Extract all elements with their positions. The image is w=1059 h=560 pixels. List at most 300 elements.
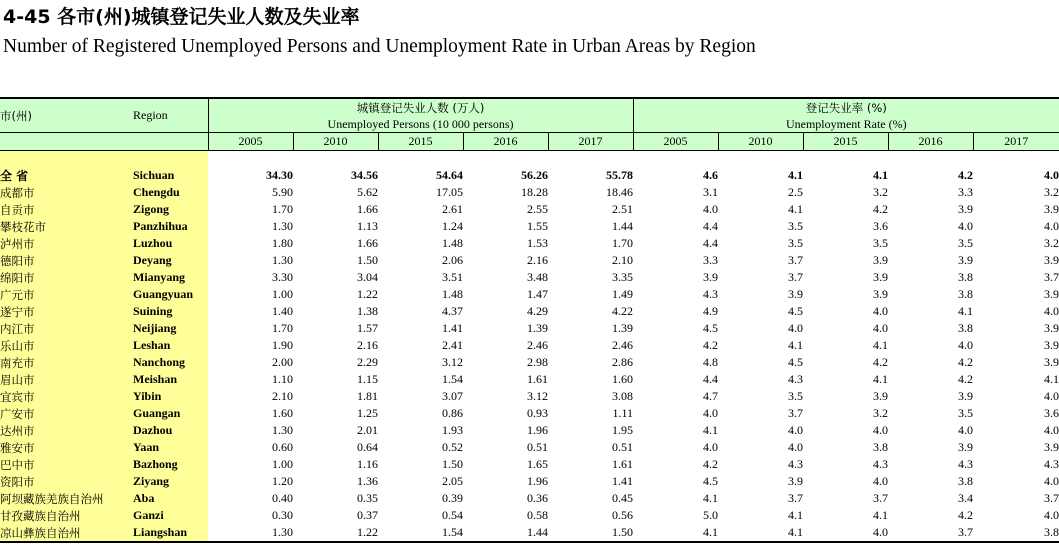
region-name-english: Suining [133, 303, 208, 320]
unemployment-rate-cell: 4.2 [958, 168, 974, 182]
unemployed-persons-cell: 1.40 [272, 304, 293, 318]
region-name-chinese: 南充市 [0, 354, 133, 371]
unemployment-rate-cell: 3.5 [958, 406, 974, 420]
unemployed-persons-cell: 3.35 [612, 270, 634, 284]
unemployed-persons-cell: 17.05 [436, 185, 463, 199]
unemployed-persons-cell: 1.41 [442, 321, 463, 335]
region-name-chinese: 泸州市 [0, 235, 133, 252]
unemployment-rate-cell: 4.0 [958, 219, 974, 233]
unemployment-rate-cell: 3.7 [1044, 270, 1059, 284]
unemployed-persons-cell: 3.30 [272, 270, 293, 284]
table-header [0, 98, 1059, 151]
unemployed-persons-cell: 0.54 [442, 508, 463, 522]
region-name-english: Yaan [133, 439, 208, 456]
unemployed-persons-cell: 1.57 [357, 321, 378, 335]
region-name-chinese: 宜宾市 [0, 388, 133, 405]
unemployment-rate-cell: 3.9 [873, 253, 889, 267]
unemployment-rate-cell: 4.6 [703, 168, 719, 182]
unemployment-rate-cell: 4.3 [703, 287, 719, 301]
table-row [0, 490, 1059, 507]
unemployment-rate-cell: 3.7 [788, 253, 804, 267]
unemployed-persons-cell: 0.45 [612, 491, 634, 505]
region-name-chinese: 阿坝藏族羌族自治州 [0, 490, 133, 507]
unemployed-persons-cell: 1.48 [442, 236, 463, 250]
unemployment-rate-cell: 4.3 [958, 457, 974, 471]
region-name-english: Bazhong [133, 456, 208, 473]
unemployment-rate-cell: 4.1 [703, 491, 719, 505]
unemployed-persons-cell: 3.04 [357, 270, 378, 284]
unemployed-persons-cell: 2.61 [442, 202, 463, 216]
unemployed-persons-cell: 1.16 [357, 457, 378, 471]
region-name-english: Panzhihua [133, 218, 208, 235]
region-name-chinese: 遂宁市 [0, 303, 133, 320]
unemployment-rate-cell: 3.9 [873, 389, 889, 403]
unemployment-rate-cell: 4.0 [703, 406, 719, 420]
unemployed-persons-cell: 1.41 [612, 474, 634, 488]
table-row [0, 184, 1059, 201]
region-name-english: Neijiang [133, 320, 208, 337]
unemployment-rate-cell: 4.0 [1044, 389, 1059, 403]
unemployed-persons-cell: 1.60 [272, 406, 293, 420]
unemployed-persons-cell: 5.62 [357, 185, 378, 199]
unemployed-persons-cell: 2.51 [612, 202, 634, 216]
unemployed-persons-cell: 1.70 [612, 236, 634, 250]
year-header-persons: 2017 [548, 133, 633, 151]
unemployment-rate-cell: 4.1 [718, 524, 803, 542]
table-row [0, 473, 1059, 490]
unemployment-rate-cell: 3.8 [958, 474, 974, 488]
region-name-chinese: 资阳市 [0, 473, 133, 490]
unemployed-persons-cell: 2.16 [357, 338, 378, 352]
unemployed-persons-cell: 5.90 [272, 185, 293, 199]
unemployment-rate-cell: 3.3 [958, 185, 974, 199]
unemployment-rate-cell: 3.9 [958, 440, 974, 454]
unemployed-persons-cell: 34.56 [351, 168, 378, 182]
unemployed-persons-cell: 1.38 [357, 304, 378, 318]
unemployment-rate-cell: 3.4 [958, 491, 974, 505]
unemployed-persons-cell: 0.40 [272, 491, 293, 505]
unemployed-persons-cell: 0.51 [612, 440, 634, 454]
unemployment-rate-cell: 3.9 [958, 202, 974, 216]
unemployed-persons-cell: 54.64 [436, 168, 463, 182]
region-name-english: Guangan [133, 405, 208, 422]
region-name-english: Nanchong [133, 354, 208, 371]
region-name-english: Yibin [133, 388, 208, 405]
unemployment-rate-cell: 4.0 [873, 423, 889, 437]
unemployment-rate-cell: 3.9 [788, 287, 804, 301]
table-row [0, 439, 1059, 456]
unemployed-persons-cell: 1.49 [612, 287, 634, 301]
unemployment-rate-cell: 4.0 [703, 440, 719, 454]
unemployment-rate-cell: 4.0 [1044, 168, 1059, 182]
unemployed-persons-cell: 1.96 [527, 423, 548, 437]
unemployment-rate-cell: 3.1 [703, 185, 719, 199]
unemployed-persons-cell: 1.54 [442, 372, 463, 386]
table-row [0, 507, 1059, 524]
unemployment-rate-cell: 4.0 [1044, 219, 1059, 233]
unemployed-persons-cell: 0.52 [442, 440, 463, 454]
year-header-spacer [0, 133, 133, 151]
spacer-row [0, 151, 1059, 168]
region-name-chinese: 巴中市 [0, 456, 133, 473]
unemployment-rate-cell: 4.2 [703, 338, 719, 352]
region-name-english: Guangyuan [133, 286, 208, 303]
unemployed-persons-cell: 1.36 [357, 474, 378, 488]
unemployment-table [0, 97, 1059, 543]
unemployment-rate-cell: 4.8 [703, 355, 719, 369]
region-name-chinese: 眉山市 [0, 371, 133, 388]
unemployed-persons-cell: 3.12 [442, 355, 463, 369]
page-title-english: Number of Registered Unemployed Persons and Unemployment Rate in Urban Areas by Region [3, 36, 756, 57]
unemployment-rate-cell: 3.7 [788, 270, 804, 284]
unemployment-rate-cell: 4.1 [788, 168, 804, 182]
unemployed-persons-cell: 2.86 [612, 355, 634, 369]
unemployed-persons-cell: 1.55 [527, 219, 548, 233]
unemployed-persons-cell: 1.54 [378, 524, 463, 542]
unemployment-rate-cell: 4.1 [873, 508, 889, 522]
unemployment-rate-cell: 3.5 [788, 219, 804, 233]
page-title-chinese: 4-45 各市(州)城镇登记失业人数及失业率 [3, 6, 360, 28]
unemployed-persons-cell: 1.90 [272, 338, 293, 352]
unemployment-rate-cell: 4.0 [788, 440, 804, 454]
unemployment-rate-cell: 4.0 [803, 524, 888, 542]
table-row [0, 337, 1059, 354]
unemployed-persons-cell: 3.07 [442, 389, 463, 403]
unemployment-rate-cell: 4.0 [788, 423, 804, 437]
unemployed-persons-cell: 56.26 [521, 168, 548, 182]
region-name-english: Meishan [133, 371, 208, 388]
group-header-rate-chinese: 登记失业率 (%) [633, 98, 1059, 116]
region-name-english: Dazhou [133, 422, 208, 439]
unemployment-rate-cell: 3.9 [1044, 321, 1059, 335]
unemployment-rate-cell: 3.9 [1044, 202, 1059, 216]
unemployed-persons-cell: 2.06 [442, 253, 463, 267]
unemployed-persons-cell: 1.65 [527, 457, 548, 471]
unemployed-persons-cell: 3.08 [612, 389, 634, 403]
unemployed-persons-cell: 1.10 [272, 372, 293, 386]
unemployment-rate-cell: 3.7 [1044, 491, 1059, 505]
unemployment-rate-cell: 4.0 [958, 338, 974, 352]
unemployment-rate-cell: 3.9 [958, 389, 974, 403]
unemployed-persons-cell: 0.36 [527, 491, 548, 505]
unemployed-persons-cell: 1.80 [272, 236, 293, 250]
unemployed-persons-cell: 1.24 [442, 219, 463, 233]
unemployment-rate-cell: 4.0 [1044, 304, 1059, 318]
table-row [0, 354, 1059, 371]
table-row [0, 269, 1059, 286]
unemployed-persons-cell: 1.50 [548, 524, 633, 542]
unemployment-rate-cell: 3.9 [958, 253, 974, 267]
unemployment-rate-cell: 3.2 [873, 406, 889, 420]
unemployment-rate-cell: 3.2 [873, 185, 889, 199]
group-header-persons-english: Unemployed Persons (10 000 persons) [208, 116, 633, 133]
unemployed-persons-cell: 1.48 [442, 287, 463, 301]
region-name-chinese: 达州市 [0, 422, 133, 439]
unemployed-persons-cell: 1.44 [612, 219, 634, 233]
unemployment-rate-cell: 3.7 [788, 491, 804, 505]
unemployed-persons-cell: 18.46 [606, 185, 634, 199]
unemployed-persons-cell: 1.50 [357, 253, 378, 267]
region-name-chinese: 凉山彝族自治州 [0, 524, 133, 542]
unemployment-rate-cell: 3.5 [788, 389, 804, 403]
unemployment-rate-cell: 3.5 [958, 236, 974, 250]
unemployed-persons-cell: 1.70 [272, 321, 293, 335]
unemployed-persons-cell: 2.01 [357, 423, 378, 437]
unemployed-persons-cell: 1.66 [357, 202, 378, 216]
region-name-english: Ganzi [133, 507, 208, 524]
region-name-chinese: 成都市 [0, 184, 133, 201]
total-row [0, 167, 1059, 184]
unemployed-persons-cell: 1.30 [272, 253, 293, 267]
spacer-cell [133, 151, 208, 168]
unemployment-rate-cell: 3.5 [788, 236, 804, 250]
unemployment-rate-cell: 4.0 [873, 474, 889, 488]
unemployed-persons-cell: 1.15 [357, 372, 378, 386]
unemployment-rate-cell: 4.0 [1044, 474, 1059, 488]
table-row [0, 218, 1059, 235]
unemployed-persons-cell: 1.11 [612, 406, 634, 420]
unemployment-rate-cell: 4.1 [703, 423, 719, 437]
unemployed-persons-cell: 2.41 [442, 338, 463, 352]
year-header-persons: 2015 [378, 133, 463, 151]
year-header-row [0, 133, 1059, 151]
region-name-chinese: 广元市 [0, 286, 133, 303]
region-name-chinese: 全 省 [0, 167, 133, 184]
region-name-english: Liangshan [133, 524, 208, 542]
unemployment-rate-cell: 3.9 [873, 270, 889, 284]
unemployed-persons-cell: 1.81 [357, 389, 378, 403]
unemployment-rate-cell: 4.2 [958, 508, 974, 522]
unemployment-rate-cell: 3.9 [1044, 338, 1059, 352]
table-row [0, 524, 1059, 542]
group-header-persons-chinese: 城镇登记失业人数 (万人) [208, 98, 633, 116]
unemployed-persons-cell: 0.86 [442, 406, 463, 420]
unemployment-rate-cell: 3.7 [873, 491, 889, 505]
unemployed-persons-cell: 1.25 [357, 406, 378, 420]
unemployment-rate-cell: 4.1 [958, 304, 974, 318]
unemployment-rate-cell: 2.5 [788, 185, 804, 199]
column-header-region-english: Region [133, 98, 208, 133]
unemployment-rate-cell: 4.4 [703, 236, 719, 250]
unemployed-persons-cell: 1.66 [357, 236, 378, 250]
unemployment-rate-cell: 4.2 [958, 355, 974, 369]
unemployment-rate-cell: 4.5 [703, 474, 719, 488]
unemployment-rate-cell: 4.1 [788, 338, 804, 352]
unemployed-persons-cell: 1.30 [208, 524, 293, 542]
region-name-chinese: 德阳市 [0, 252, 133, 269]
spacer-cell [0, 151, 133, 168]
unemployment-rate-cell: 4.7 [703, 389, 719, 403]
unemployed-persons-cell: 3.51 [442, 270, 463, 284]
unemployed-persons-cell: 0.51 [527, 440, 548, 454]
unemployment-rate-cell: 4.4 [703, 372, 719, 386]
year-header-persons: 2010 [293, 133, 378, 151]
unemployment-rate-cell: 3.2 [1044, 185, 1059, 199]
region-name-chinese: 雅安市 [0, 439, 133, 456]
unemployed-persons-cell: 1.95 [612, 423, 634, 437]
region-name-chinese: 自贡市 [0, 201, 133, 218]
unemployed-persons-cell: 1.50 [442, 457, 463, 471]
unemployment-rate-cell: 4.5 [788, 355, 804, 369]
table-row [0, 286, 1059, 303]
unemployment-rate-cell: 4.3 [1044, 457, 1059, 471]
unemployment-rate-cell: 3.8 [958, 270, 974, 284]
unemployment-rate-cell: 4.1 [633, 524, 718, 542]
unemployed-persons-cell: 0.60 [272, 440, 293, 454]
year-header-rate: 2005 [633, 133, 718, 151]
unemployed-persons-cell: 1.60 [612, 372, 634, 386]
region-name-english: Aba [133, 490, 208, 507]
unemployed-persons-cell: 2.10 [612, 253, 634, 267]
unemployed-persons-cell: 1.13 [357, 219, 378, 233]
region-name-chinese: 乐山市 [0, 337, 133, 354]
unemployed-persons-cell: 1.22 [357, 287, 378, 301]
year-header-rate: 2015 [803, 133, 888, 151]
table-row [0, 235, 1059, 252]
unemployment-rate-cell: 4.0 [873, 304, 889, 318]
unemployment-rate-cell: 3.9 [788, 474, 804, 488]
unemployed-persons-cell: 2.05 [442, 474, 463, 488]
unemployed-persons-cell: 1.20 [272, 474, 293, 488]
unemployed-persons-cell: 2.98 [527, 355, 548, 369]
unemployed-persons-cell: 2.16 [527, 253, 548, 267]
year-header-persons: 2016 [463, 133, 548, 151]
unemployed-persons-cell: 2.29 [357, 355, 378, 369]
unemployed-persons-cell: 1.96 [527, 474, 548, 488]
group-header-rate-english: Unemployment Rate (%) [633, 116, 1059, 133]
region-name-english: Zigong [133, 201, 208, 218]
unemployed-persons-cell: 2.10 [272, 389, 293, 403]
year-header-persons: 2005 [208, 133, 293, 151]
unemployed-persons-cell: 1.93 [442, 423, 463, 437]
region-name-english: Luzhou [133, 235, 208, 252]
unemployed-persons-cell: 0.56 [612, 508, 634, 522]
unemployment-rate-cell: 3.3 [703, 253, 719, 267]
unemployed-persons-cell: 1.00 [272, 287, 293, 301]
table-row [0, 405, 1059, 422]
unemployment-rate-cell: 4.3 [873, 457, 889, 471]
unemployment-rate-cell: 4.0 [1044, 423, 1059, 437]
table-row [0, 456, 1059, 473]
unemployed-persons-cell: 2.55 [527, 202, 548, 216]
unemployed-persons-cell: 1.47 [527, 287, 548, 301]
unemployed-persons-cell: 1.39 [612, 321, 634, 335]
unemployed-persons-cell: 3.48 [527, 270, 548, 284]
unemployed-persons-cell: 1.61 [612, 457, 634, 471]
unemployed-persons-cell: 2.46 [527, 338, 548, 352]
unemployment-rate-cell: 3.8 [958, 321, 974, 335]
unemployment-rate-cell: 3.9 [1044, 355, 1059, 369]
year-header-spacer [133, 133, 208, 151]
unemployed-persons-cell: 4.29 [527, 304, 548, 318]
unemployed-persons-cell: 1.30 [272, 219, 293, 233]
region-name-chinese: 绵阳市 [0, 269, 133, 286]
unemployment-rate-cell: 3.7 [888, 524, 973, 542]
unemployment-rate-cell: 4.1 [873, 338, 889, 352]
unemployment-rate-cell: 4.0 [703, 202, 719, 216]
unemployment-rate-cell: 4.2 [703, 457, 719, 471]
table-body [0, 151, 1059, 543]
unemployment-rate-cell: 4.1 [788, 202, 804, 216]
region-name-chinese: 内江市 [0, 320, 133, 337]
unemployed-persons-cell: 1.30 [272, 423, 293, 437]
unemployed-persons-cell: 34.30 [266, 168, 293, 182]
table-row [0, 252, 1059, 269]
unemployment-rate-cell: 3.9 [1044, 253, 1059, 267]
unemployed-persons-cell: 0.64 [357, 440, 378, 454]
unemployment-rate-cell: 4.3 [788, 457, 804, 471]
unemployed-persons-cell: 0.39 [442, 491, 463, 505]
region-name-english: Leshan [133, 337, 208, 354]
unemployed-persons-cell: 2.00 [272, 355, 293, 369]
region-name-english: Sichuan [133, 167, 208, 184]
year-header-rate: 2010 [718, 133, 803, 151]
unemployed-persons-cell: 0.58 [527, 508, 548, 522]
unemployment-rate-cell: 4.3 [788, 372, 804, 386]
unemployed-persons-cell: 1.00 [272, 457, 293, 471]
table-row [0, 422, 1059, 439]
unemployment-rate-cell: 4.1 [1044, 372, 1059, 386]
unemployed-persons-cell: 4.37 [442, 304, 463, 318]
unemployment-rate-cell: 4.0 [873, 321, 889, 335]
unemployment-rate-cell: 3.9 [703, 270, 719, 284]
unemployment-rate-cell: 4.0 [788, 321, 804, 335]
table-row [0, 320, 1059, 337]
region-name-chinese: 攀枝花市 [0, 218, 133, 235]
unemployment-rate-cell: 3.9 [1044, 287, 1059, 301]
region-name-english: Chengdu [133, 184, 208, 201]
unemployment-rate-cell: 3.8 [958, 287, 974, 301]
unemployed-persons-cell: 55.78 [606, 168, 634, 182]
unemployment-rate-cell: 3.2 [1044, 236, 1059, 250]
unemployment-rate-cell: 4.2 [873, 355, 889, 369]
unemployment-rate-cell: 3.8 [973, 524, 1059, 542]
unemployed-persons-cell: 3.12 [527, 389, 548, 403]
unemployed-persons-cell: 1.39 [527, 321, 548, 335]
unemployment-rate-cell: 3.8 [873, 440, 889, 454]
unemployment-rate-cell: 4.0 [1044, 508, 1059, 522]
table-row [0, 303, 1059, 320]
region-name-english: Deyang [133, 252, 208, 269]
table-row [0, 371, 1059, 388]
spacer-cell [208, 151, 1059, 168]
unemployment-rate-cell: 4.5 [788, 304, 804, 318]
unemployed-persons-cell: 2.46 [612, 338, 634, 352]
unemployed-persons-cell: 0.35 [357, 491, 378, 505]
unemployment-rate-cell: 3.7 [788, 406, 804, 420]
unemployed-persons-cell: 0.37 [357, 508, 378, 522]
unemployment-rate-cell: 4.5 [703, 321, 719, 335]
unemployment-rate-cell: 4.1 [873, 372, 889, 386]
unemployment-rate-cell: 4.4 [703, 219, 719, 233]
unemployment-rate-cell: 4.1 [788, 508, 804, 522]
unemployment-rate-cell: 3.6 [1044, 406, 1059, 420]
unemployment-rate-cell: 4.1 [873, 168, 889, 182]
unemployed-persons-cell: 4.22 [612, 304, 634, 318]
unemployment-rate-cell: 3.5 [873, 236, 889, 250]
unemployed-persons-cell: 1.53 [527, 236, 548, 250]
region-name-chinese: 广安市 [0, 405, 133, 422]
unemployed-persons-cell: 1.22 [293, 524, 378, 542]
unemployment-rate-cell: 4.2 [873, 202, 889, 216]
unemployment-rate-cell: 3.9 [1044, 440, 1059, 454]
year-header-rate: 2016 [888, 133, 973, 151]
unemployed-persons-cell: 0.30 [272, 508, 293, 522]
table-row [0, 201, 1059, 218]
year-header-rate: 2017 [973, 133, 1059, 151]
table-row [0, 388, 1059, 405]
column-header-region-chinese: 市(州) [0, 98, 133, 133]
